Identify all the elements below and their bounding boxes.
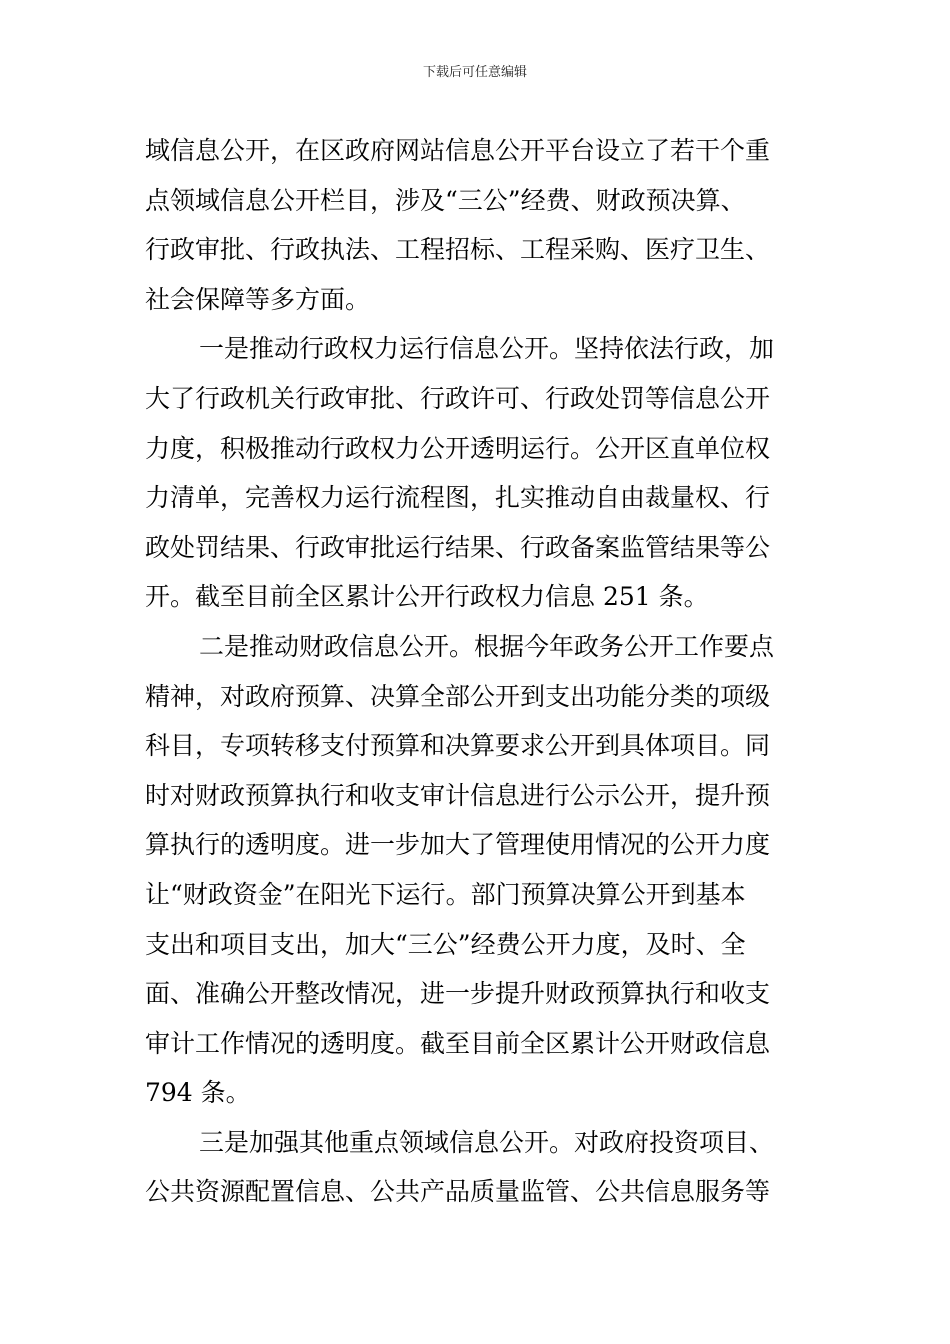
text-line: 794 条。 [145, 1078, 251, 1108]
body-text [145, 126, 809, 1217]
text-line: 面、准确公开整改情况，进一步提升财政预算执行和收支 [145, 979, 771, 1009]
text-line: 力清单，完善权力运行流程图，扎实推动自由裁量权、行 [145, 483, 771, 513]
text-line: 行政审批、行政执法、工程招标、工程采购、医疗卫生、 [145, 235, 771, 265]
page-header: 下载后可任意编辑 [422, 65, 527, 80]
text-line: 科目，专项转移支付预算和决算要求公开到具体项目。同 [145, 731, 771, 761]
paragraph-first-line: 一是推动行政权力运行信息公开。坚持依法行政，加 [199, 334, 775, 364]
text-line: 点领域信息公开栏目，涉及“三公”经费、财政预决算、 [145, 185, 746, 215]
text-line: 社会保障等多方面。 [145, 284, 371, 314]
text-line: 政处罚结果、行政审批运行结果、行政备案监管结果等公 [145, 532, 771, 562]
text-line: 审计工作情况的透明度。截至目前全区累计公开财政信息 [145, 1028, 771, 1058]
text-line: 开。截至目前全区累计公开行政权力信息 251 条。 [145, 582, 709, 612]
text-line: 大了行政机关行政审批、行政许可、行政处罚等信息公开 [145, 383, 771, 413]
text-line: 公共资源配置信息、公共产品质量监管、公共信息服务等 [145, 1177, 771, 1207]
paragraph-first-line: 三是加强其他重点领域信息公开。对政府投资项目、 [199, 1127, 775, 1157]
text-line: 力度，积极推动行政权力公开透明运行。公开区直单位权 [145, 433, 771, 463]
text-line: 域信息公开，在区政府网站信息公开平台设立了若干个重 [145, 136, 771, 165]
text-line: 精神，对政府预算、决算全部公开到支出功能分类的项级 [145, 681, 771, 711]
text-line: 时对财政预算执行和收支审计信息进行公示公开，提升预 [145, 780, 771, 810]
paragraph-first-line: 二是推动财政信息公开。根据今年政务公开工作要点 [199, 631, 775, 661]
text-line: 让“财政资金”在阳光下运行。部门预算决算公开到基本 [145, 879, 746, 909]
text-line: 支出和项目支出，加大“三公”经费公开力度，及时、全 [145, 929, 746, 959]
text-line: 算执行的透明度。进一步加大了管理使用情况的公开力度 [145, 830, 771, 860]
